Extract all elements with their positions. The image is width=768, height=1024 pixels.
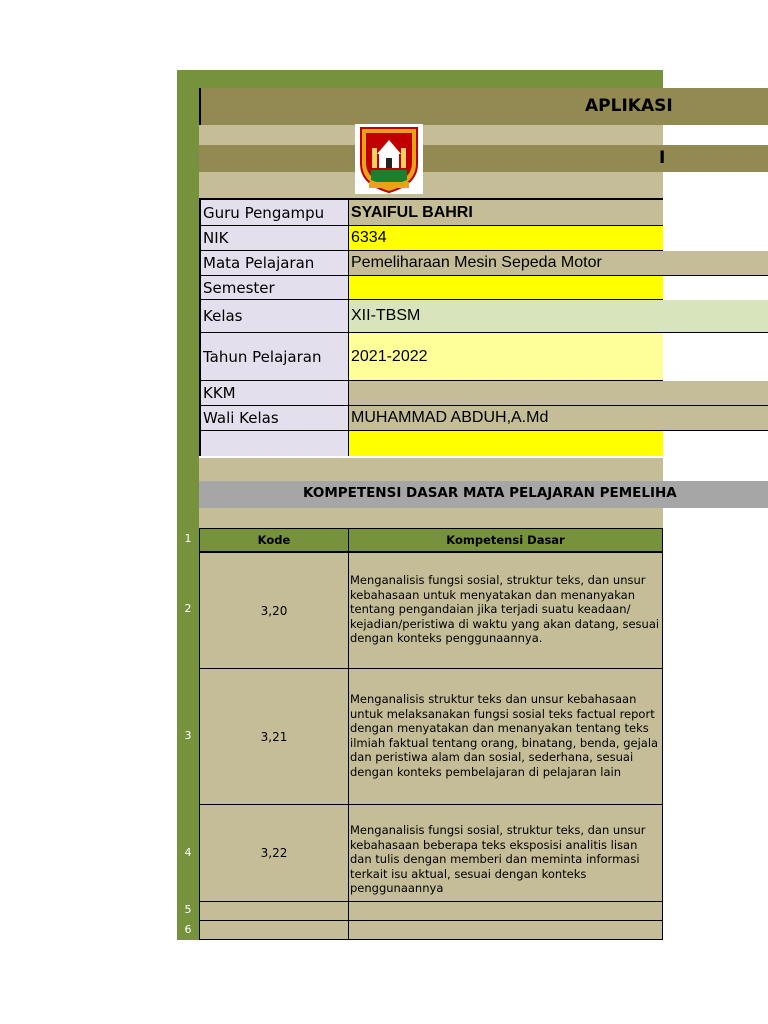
table-row: [199, 552, 349, 669]
table-row-kd: [348, 668, 663, 805]
row-number: 3: [184, 729, 192, 742]
label-wali-kelas: Wali Kelas: [199, 406, 348, 431]
header-kompetensi-label: Kompetensi Dasar: [446, 533, 565, 547]
cell-kompetensi: Menganalisis fungsi sosial, struktur teks, dan unsur kebahasaan beberapa teks eksposisi analitis lisan dan tulis dengan memberi dan meminta informasi terkait isu aktual, sesuai dengan konteks penggunaannya: [350, 823, 646, 896]
label-nik: NIK: [199, 226, 348, 251]
spacer-row-2: [199, 172, 663, 198]
row-number: 4: [184, 846, 192, 859]
title-band: [199, 88, 768, 125]
top-border: [177, 70, 663, 88]
cell-kompetensi: Menganalisis fungsi sosial, struktur teks, dan unsur kebahasaan untuk menyatakan dan menanyakan tentang pengandaian jika terjadi suatu keadaan/ kejadian/peristiwa di waktu yang akan datang, sesuai dengan konteks penggunaannya.: [350, 573, 660, 646]
regional-emblem-icon: [355, 124, 423, 194]
spacer-row: [199, 125, 663, 145]
spacer-row-3: [199, 458, 663, 481]
table-row-kd: [348, 901, 663, 921]
cell-kode: 3,22: [260, 846, 288, 860]
table-row-kd: [348, 920, 663, 940]
section-title: KOMPETENSI DASAR MATA PELAJARAN PEMELIHA: [303, 485, 677, 501]
value-nik[interactable]: 6334: [348, 226, 663, 251]
cell-kode: 3,20: [260, 603, 288, 618]
table-row: [199, 920, 349, 940]
row-number: 1: [184, 532, 192, 545]
value-mata-pelajaran[interactable]: Pemeliharaan Mesin Sepeda Motor: [348, 251, 768, 276]
label-kkm: KKM: [199, 381, 348, 406]
cell-kode: 3,21: [260, 729, 288, 744]
label-semester: Semester: [199, 276, 348, 300]
row-number: 2: [184, 602, 192, 615]
subtitle-band: [199, 145, 768, 172]
value-wali-kelas[interactable]: MUHAMMAD ABDUH,A.Md: [348, 406, 768, 431]
table-header-kode: [199, 528, 349, 552]
table-row-kd: [348, 552, 663, 669]
label-guru-pengampu: Guru Pengampu: [199, 200, 348, 226]
label-tahun-pelajaran: Tahun Pelajaran: [199, 333, 348, 381]
spacer-row-4: [199, 508, 663, 528]
value-tahun-pelajaran[interactable]: 2021-2022: [348, 333, 663, 381]
table-header-kompetensi: [348, 528, 663, 552]
label-empty: [199, 431, 348, 456]
row-number-column: [177, 70, 199, 940]
header-kode-label: Kode: [257, 533, 291, 547]
table-row: [199, 901, 349, 921]
value-semester[interactable]: [348, 276, 663, 300]
value-guru-pengampu[interactable]: SYAIFUL BAHRI: [348, 200, 663, 226]
table-row: [199, 668, 349, 805]
row-number: 5: [184, 903, 192, 916]
app-subtitle: I: [659, 148, 666, 168]
value-kelas[interactable]: XII-TBSM: [348, 300, 768, 333]
app-title: APLIKASI: [585, 96, 673, 116]
label-kelas: Kelas: [199, 300, 348, 333]
label-mata-pelajaran: Mata Pelajaran: [199, 251, 348, 276]
cell-kompetensi: Menganalisis struktur teks dan unsur kebahasaan untuk melaksanakan fungsi sosial teks factual report dengan menyatakan dan menanyakan tentang teks ilmiah faktual tentang orang, binatang, benda, gejala dan peristiwa alam dan sosial, sederhana, sesuai dengan konteks pembelajaran di pelajaran lain: [350, 692, 659, 779]
value-empty[interactable]: [348, 431, 663, 456]
row-number: 6: [184, 923, 192, 936]
table-row: [199, 804, 349, 902]
value-kkm[interactable]: [348, 381, 768, 406]
table-row-kd: [348, 804, 663, 902]
